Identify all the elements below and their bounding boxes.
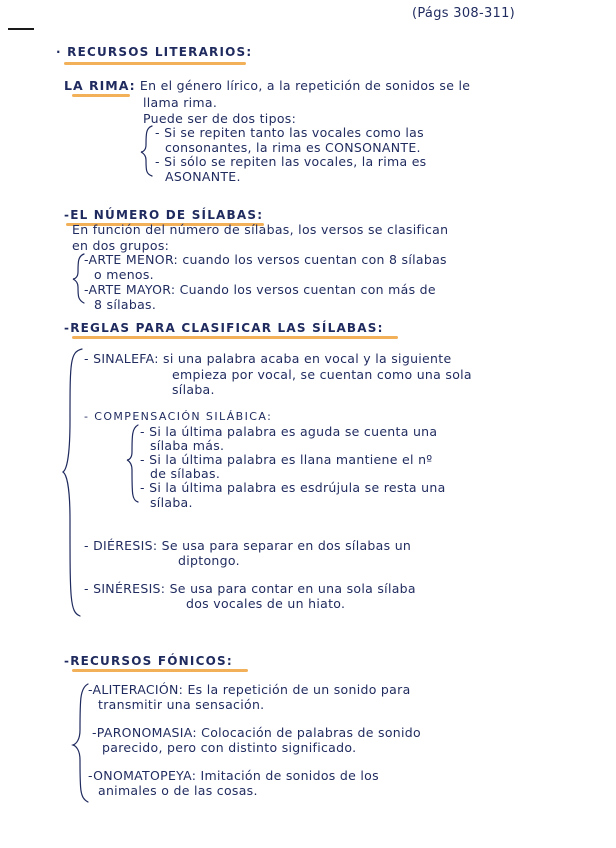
sineresis-line2: dos vocales de un hiato. <box>186 596 346 611</box>
dieresis-line2: diptongo. <box>178 553 240 568</box>
rima-line2: llama rima. <box>143 95 218 110</box>
paronomasia-line1: -PARONOMASIA: Colocación de palabras de sonido <box>92 725 421 740</box>
silabas-line1: En función del número de sílabas, los versos se clasifican <box>72 222 449 237</box>
brace-reglas <box>63 349 82 616</box>
silabas-line2: en dos grupos: <box>72 238 170 253</box>
sinalefa-line2: empieza por vocal, se cuentan como una sola <box>172 367 472 382</box>
heading-reglas: -REGLAS PARA CLASIFICAR LAS SÍLABAS: <box>64 321 384 335</box>
compensacion-c2-line1: - Si la última palabra es llana mantiene el nº <box>140 452 433 467</box>
compensacion-c1-line2: sílaba más. <box>150 438 225 453</box>
heading-recursos-literarios: · RECURSOS LITERARIOS: <box>56 45 253 59</box>
onomatopeya-line1: -ONOMATOPEYA: Imitación de sonidos de los <box>88 768 379 783</box>
page-reference: (Págs 308-311) <box>412 6 516 21</box>
brace-arte <box>73 254 84 303</box>
compensacion-label: - COMPENSACIÓN SILÁBICA: <box>84 410 273 423</box>
rima-bullet2-line2: ASONANTE. <box>165 169 241 184</box>
brace-rima-tipos <box>141 126 152 176</box>
compensacion-c2-line2: de sílabas. <box>150 466 221 481</box>
rima-line3: Puede ser de dos tipos: <box>143 111 297 126</box>
arte-menor-line1: -ARTE MENOR: cuando los versos cuentan con 8 sílabas <box>84 252 447 267</box>
onomatopeya-line2: animales o de las cosas. <box>98 783 258 798</box>
arte-mayor-line1: -ARTE MAYOR: Cuando los versos cuentan con más de <box>84 282 436 297</box>
arte-menor-line2: o menos. <box>94 267 154 282</box>
brace-compensacion <box>127 425 138 502</box>
heading-recursos-fonicos: -RECURSOS FÓNICOS: <box>64 654 233 668</box>
compensacion-c3-line1: - Si la última palabra es esdrújula se resta una <box>140 480 446 495</box>
aliteracion-line2: transmitir una sensación. <box>98 697 265 712</box>
brace-fonicos <box>73 684 88 802</box>
arte-mayor-line2: 8 sílabas. <box>94 297 157 312</box>
rima-line1: LA RIMA: En el género lírico, a la repetición de sonidos se le <box>64 78 471 93</box>
heading-numero-silabas: -EL NÚMERO DE SÍLABAS: <box>64 208 264 222</box>
dieresis-line1: - DIÉRESIS: Se usa para separar en dos sílabas un <box>84 538 412 553</box>
compensacion-c3-line2: sílaba. <box>150 495 193 510</box>
sinalefa-line3: sílaba. <box>172 382 215 397</box>
sinalefa-line1: - SINALEFA: si una palabra acaba en vocal y la siguiente <box>84 351 452 366</box>
rima-bullet2-line1: - Si sólo se repiten las vocales, la rima es <box>155 154 427 169</box>
paronomasia-line2: parecido, pero con distinto significado. <box>102 740 357 755</box>
rima-bullet1-line1: - Si se repiten tanto las vocales como las <box>155 125 424 140</box>
aliteracion-line1: -ALITERACIÓN: Es la repetición de un sonido para <box>88 682 411 697</box>
compensacion-c1-line1: - Si la última palabra es aguda se cuenta una <box>140 424 438 439</box>
sineresis-line1: - SINÉRESIS: Se usa para contar en una sola sílaba <box>84 581 416 596</box>
rima-bullet1-line2: consonantes, la rima es CONSONANTE. <box>165 140 421 155</box>
